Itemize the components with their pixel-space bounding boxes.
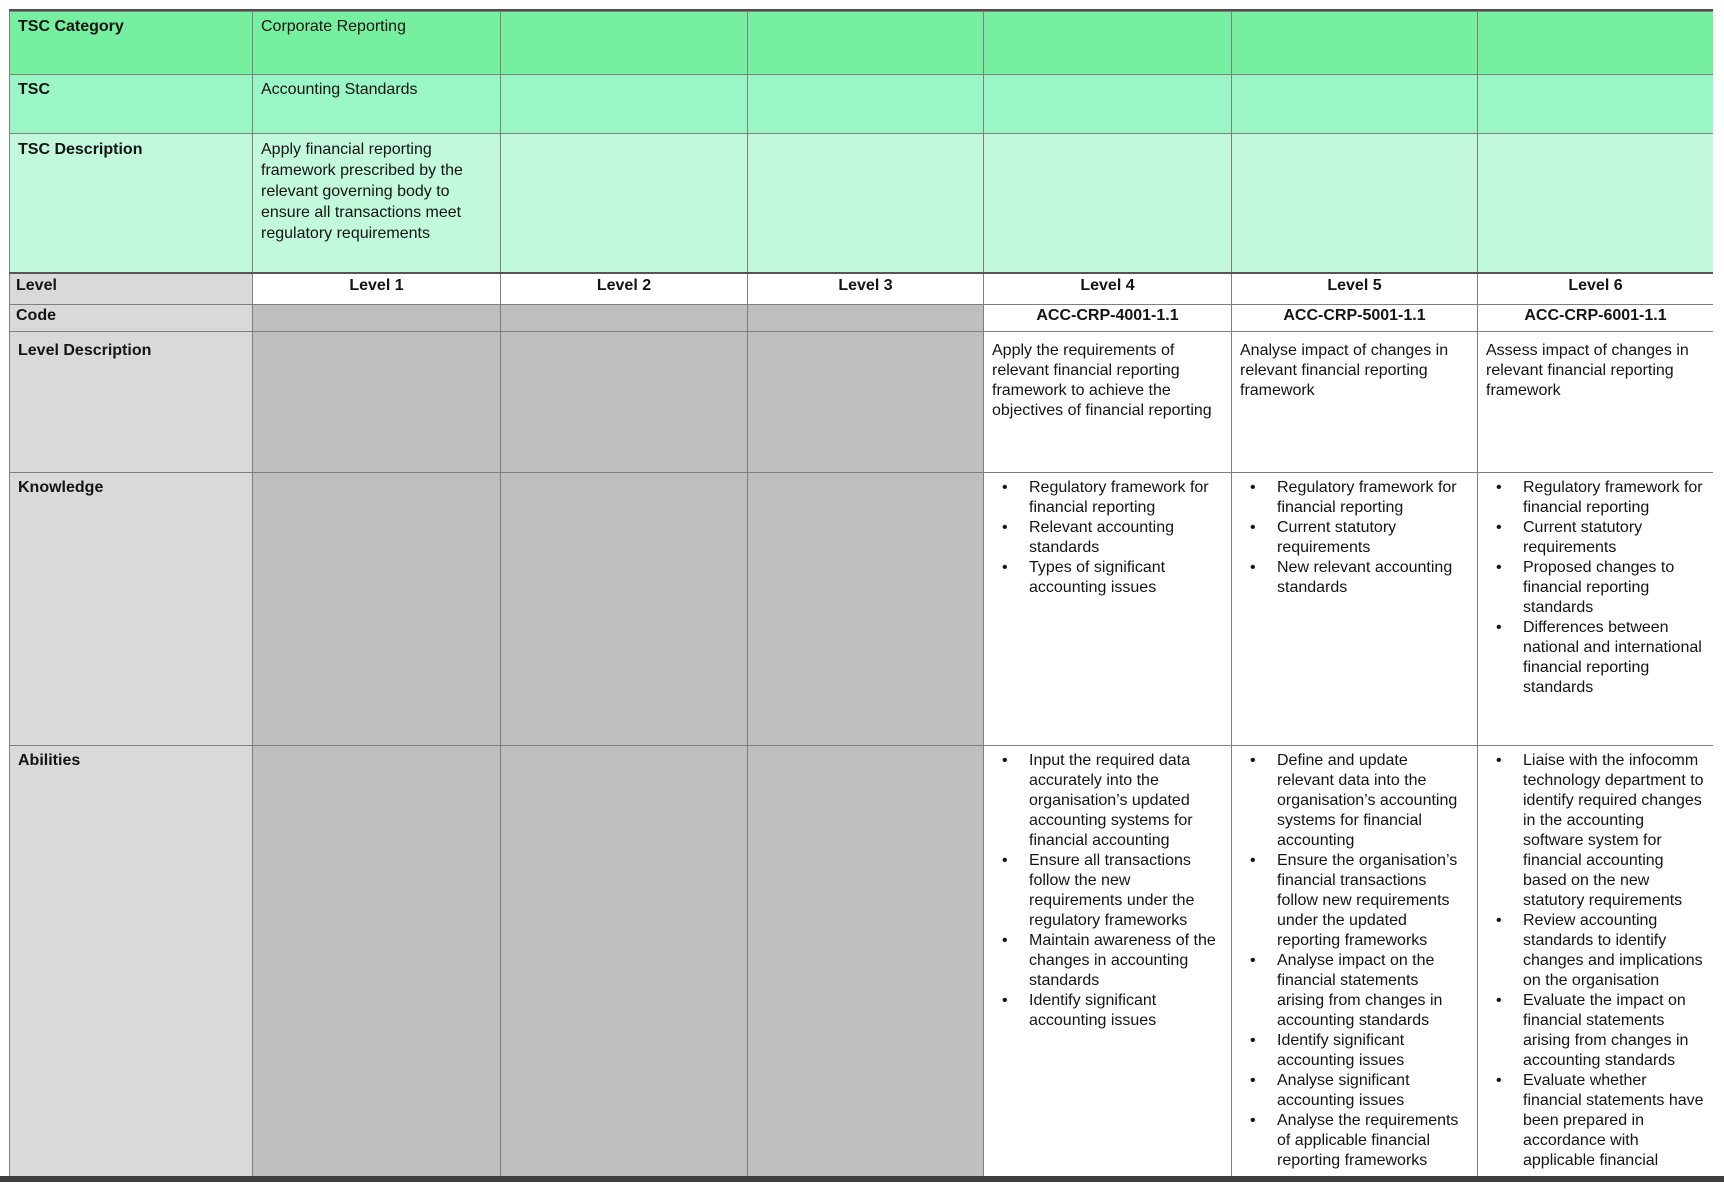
- bullet-item: • Define and update relevant data into the organisation’s accounting systems for financial accounting: [1240, 751, 1469, 851]
- knowledge-row: [10, 473, 1714, 746]
- tsc-description-label: TSC Description: [10, 134, 253, 274]
- empty-cell: [501, 305, 748, 332]
- empty-cell: [748, 332, 984, 473]
- empty-cell: [984, 134, 1232, 274]
- bullet-item: • Regulatory framework for financial reporting: [1240, 478, 1469, 518]
- empty-cell: [1478, 12, 1714, 75]
- level-6-knowledge: [1478, 473, 1714, 746]
- tsc-label: TSC: [10, 75, 253, 134]
- empty-cell: [501, 746, 748, 1179]
- level-6-description: Assess impact of changes in relevant financial reporting framework: [1478, 332, 1714, 473]
- knowledge-list: [1240, 478, 1469, 598]
- level-6-code: ACC-CRP-6001-1.1: [1478, 305, 1714, 332]
- bullet-item: • Evaluate the impact on financial statements arising from changes in accounting standards: [1486, 991, 1705, 1071]
- level-5-code: ACC-CRP-5001-1.1: [1232, 305, 1478, 332]
- empty-cell: [748, 12, 984, 75]
- empty-cell: [1232, 75, 1478, 134]
- bullet-item: • Identify significant accounting issues: [1240, 1031, 1469, 1071]
- level-4-abilities: [984, 746, 1232, 1179]
- empty-cell: [1232, 12, 1478, 75]
- bullet-item: • Analyse the requirements of applicable financial reporting frameworks: [1240, 1111, 1469, 1171]
- abilities-row-label: Abilities: [10, 746, 253, 1179]
- knowledge-row-label: Knowledge: [10, 473, 253, 746]
- bullet-item: • Proposed changes to financial reporting standards: [1486, 558, 1705, 618]
- tsc-category-value: Corporate Reporting: [253, 12, 501, 75]
- level-description-row-label: Level Description: [10, 332, 253, 473]
- tsc-category-label: TSC Category: [10, 12, 253, 75]
- bullet-item: • Types of significant accounting issues: [992, 558, 1223, 598]
- code-row: [10, 305, 1714, 332]
- empty-cell: [501, 473, 748, 746]
- empty-cell: [748, 473, 984, 746]
- level-description-row: [10, 332, 1714, 473]
- bullet-item: • Relevant accounting standards: [992, 518, 1223, 558]
- tsc-value: Accounting Standards: [253, 75, 501, 134]
- empty-cell: [253, 305, 501, 332]
- level-header-row: [10, 273, 1714, 305]
- tsc-row: [10, 75, 1714, 134]
- empty-cell: [984, 12, 1232, 75]
- bullet-item: • Regulatory framework for financial reporting: [992, 478, 1223, 518]
- bullet-item: • Differences between national and international financial reporting standards: [1486, 618, 1705, 698]
- empty-cell: [253, 746, 501, 1179]
- empty-cell: [1478, 134, 1714, 274]
- bullet-item: • Analyse impact on the financial statements arising from changes in accounting standards: [1240, 951, 1469, 1031]
- empty-cell: [984, 75, 1232, 134]
- bullet-item: • Input the required data accurately into the organisation’s updated accounting systems for financial accounting: [992, 751, 1223, 851]
- level-2-header: Level 2: [501, 273, 748, 305]
- level-3-header: Level 3: [748, 273, 984, 305]
- level-4-code: ACC-CRP-4001-1.1: [984, 305, 1232, 332]
- bullet-item: • Liaise with the infocomm technology department to identify required changes in the accounting software system for financial accounting based on the new statutory requirements: [1486, 751, 1705, 911]
- tsc-category-row: [10, 12, 1714, 75]
- empty-cell: [501, 12, 748, 75]
- bullet-item: • Ensure the organisation’s financial transactions follow new requirements under the updated reporting frameworks: [1240, 851, 1469, 951]
- page-crop-line: [0, 1176, 1724, 1182]
- knowledge-list: [992, 478, 1223, 598]
- level-1-header: Level 1: [253, 273, 501, 305]
- level-6-header: Level 6: [1478, 273, 1714, 305]
- level-5-header: Level 5: [1232, 273, 1478, 305]
- bullet-item: • Identify significant accounting issues: [992, 991, 1223, 1031]
- bullet-item: • Regulatory framework for financial reporting: [1486, 478, 1705, 518]
- abilities-list: [992, 751, 1223, 1031]
- bullet-item: • Evaluate whether financial statements have been prepared in accordance with applicable financial: [1486, 1071, 1705, 1171]
- level-row-label: Level: [10, 273, 253, 305]
- tsc-description-row: [10, 134, 1714, 274]
- empty-cell: [253, 332, 501, 473]
- tsc-table: [9, 11, 1713, 1178]
- level-5-knowledge: [1232, 473, 1478, 746]
- empty-cell: [501, 75, 748, 134]
- abilities-list: [1240, 751, 1469, 1171]
- bullet-item: • Ensure all transactions follow the new requirements under the regulatory frameworks: [992, 851, 1223, 931]
- knowledge-list: [1486, 478, 1705, 698]
- level-5-abilities: [1232, 746, 1478, 1179]
- level-5-description: Analyse impact of changes in relevant financial reporting framework: [1232, 332, 1478, 473]
- empty-cell: [748, 746, 984, 1179]
- empty-cell: [1478, 75, 1714, 134]
- empty-cell: [501, 134, 748, 274]
- level-4-header: Level 4: [984, 273, 1232, 305]
- bullet-item: • Current statutory requirements: [1240, 518, 1469, 558]
- empty-cell: [748, 75, 984, 134]
- abilities-list: [1486, 751, 1705, 1171]
- bullet-item: • New relevant accounting standards: [1240, 558, 1469, 598]
- empty-cell: [748, 134, 984, 274]
- empty-cell: [253, 473, 501, 746]
- bullet-item: • Analyse significant accounting issues: [1240, 1071, 1469, 1111]
- abilities-row: [10, 746, 1714, 1179]
- level-4-description: Apply the requirements of relevant financial reporting framework to achieve the objectives of financial reporting: [984, 332, 1232, 473]
- level-6-abilities: [1478, 746, 1714, 1179]
- bullet-item: • Current statutory requirements: [1486, 518, 1705, 558]
- empty-cell: [501, 332, 748, 473]
- tsc-description-value: Apply financial reporting framework prescribed by the relevant governing body to ensure all transactions meet regulatory requirements: [253, 134, 501, 274]
- bullet-item: • Maintain awareness of the changes in accounting standards: [992, 931, 1223, 991]
- tsc-table-container: [9, 9, 1713, 1178]
- code-row-label: Code: [10, 305, 253, 332]
- empty-cell: [1232, 134, 1478, 274]
- empty-cell: [748, 305, 984, 332]
- level-4-knowledge: [984, 473, 1232, 746]
- bullet-item: • Review accounting standards to identify changes and implications on the organisation: [1486, 911, 1705, 991]
